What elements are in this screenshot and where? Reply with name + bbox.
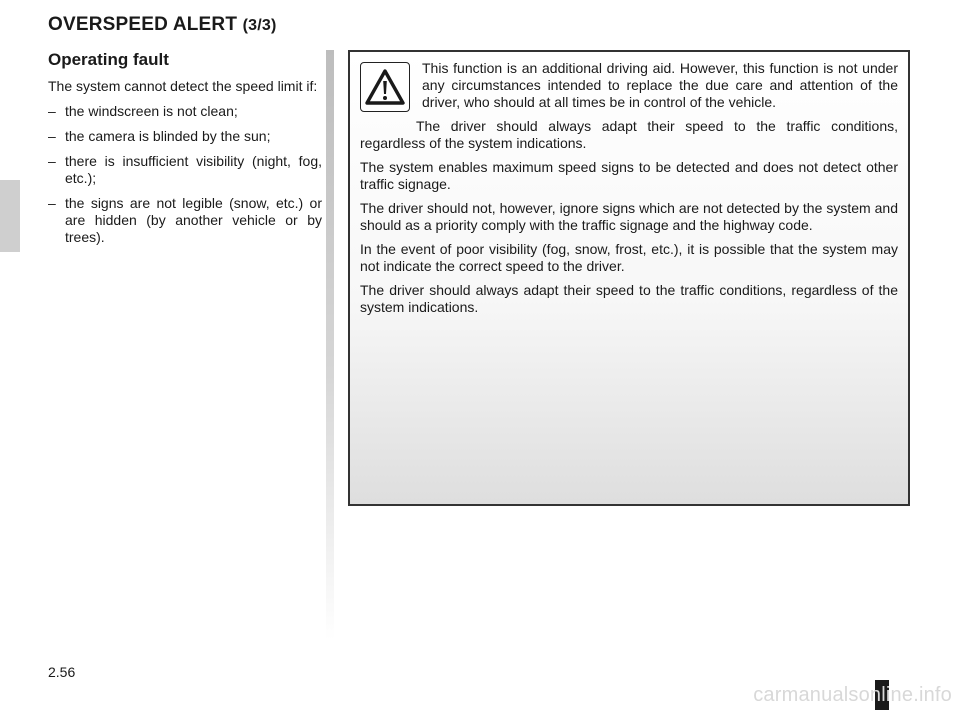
watermark: carmanualsonline.info [753,684,952,706]
list-item-text: there is insufficient visibility (night, fog, etc.); [65,153,322,186]
warning-paragraph: The system enables maximum speed signs to be detected and does not detect other traffic signage. [360,159,898,192]
list-item-text: the windscreen is not clean; [65,103,238,119]
warning-triangle-icon [360,62,410,112]
page-title [48,14,277,36]
warning-triangle-svg [364,68,406,106]
warning-paragraph: The driver should always adapt their speed to the traffic conditions, regardless of the system indications. [360,118,898,151]
list-item-text: the signs are not legible (snow, etc.) or are hidden (by another vehicle or by trees). [65,195,322,245]
list-item [48,153,322,187]
bullet-dash: – [48,153,56,169]
list-item [48,128,322,145]
list-item [48,195,322,246]
section-side-tab [0,180,20,252]
warning-paragraph: This function is an additional driving aid. However, this function is not under any circumstances intended to replace the due care and attention of the driver, who should at all times be in control of the vehicle. [422,60,898,110]
warning-paragraph: The driver should not, however, ignore signs which are not detected by the system and should as a priority comply with the traffic signage and the highway code. [360,200,898,233]
operating-fault-section [48,50,322,254]
list-item [48,103,322,120]
bullet-dash: – [48,103,56,119]
bullet-dash: – [48,128,56,144]
list-item-text: the camera is blinded by the sun; [65,128,271,144]
warning-box [348,50,910,506]
page-title-suffix: (3/3) [242,17,277,34]
intro-text: The system cannot detect the speed limit if: [48,78,318,94]
column-divider [326,50,334,640]
warning-paragraph: In the event of poor visibility (fog, snow, frost, etc.), it is possible that the system may not indicate the correct speed to the driver. [360,241,898,274]
page-title-text: OVERSPEED ALERT [48,14,238,35]
section-heading: Operating fault [48,50,169,69]
bullet-dash: – [48,195,56,211]
warning-paragraph: The driver should always adapt their speed to the traffic conditions, regardless of the system indications. [360,282,898,315]
page-number: 2.56 [48,664,76,680]
fault-list [48,103,322,246]
